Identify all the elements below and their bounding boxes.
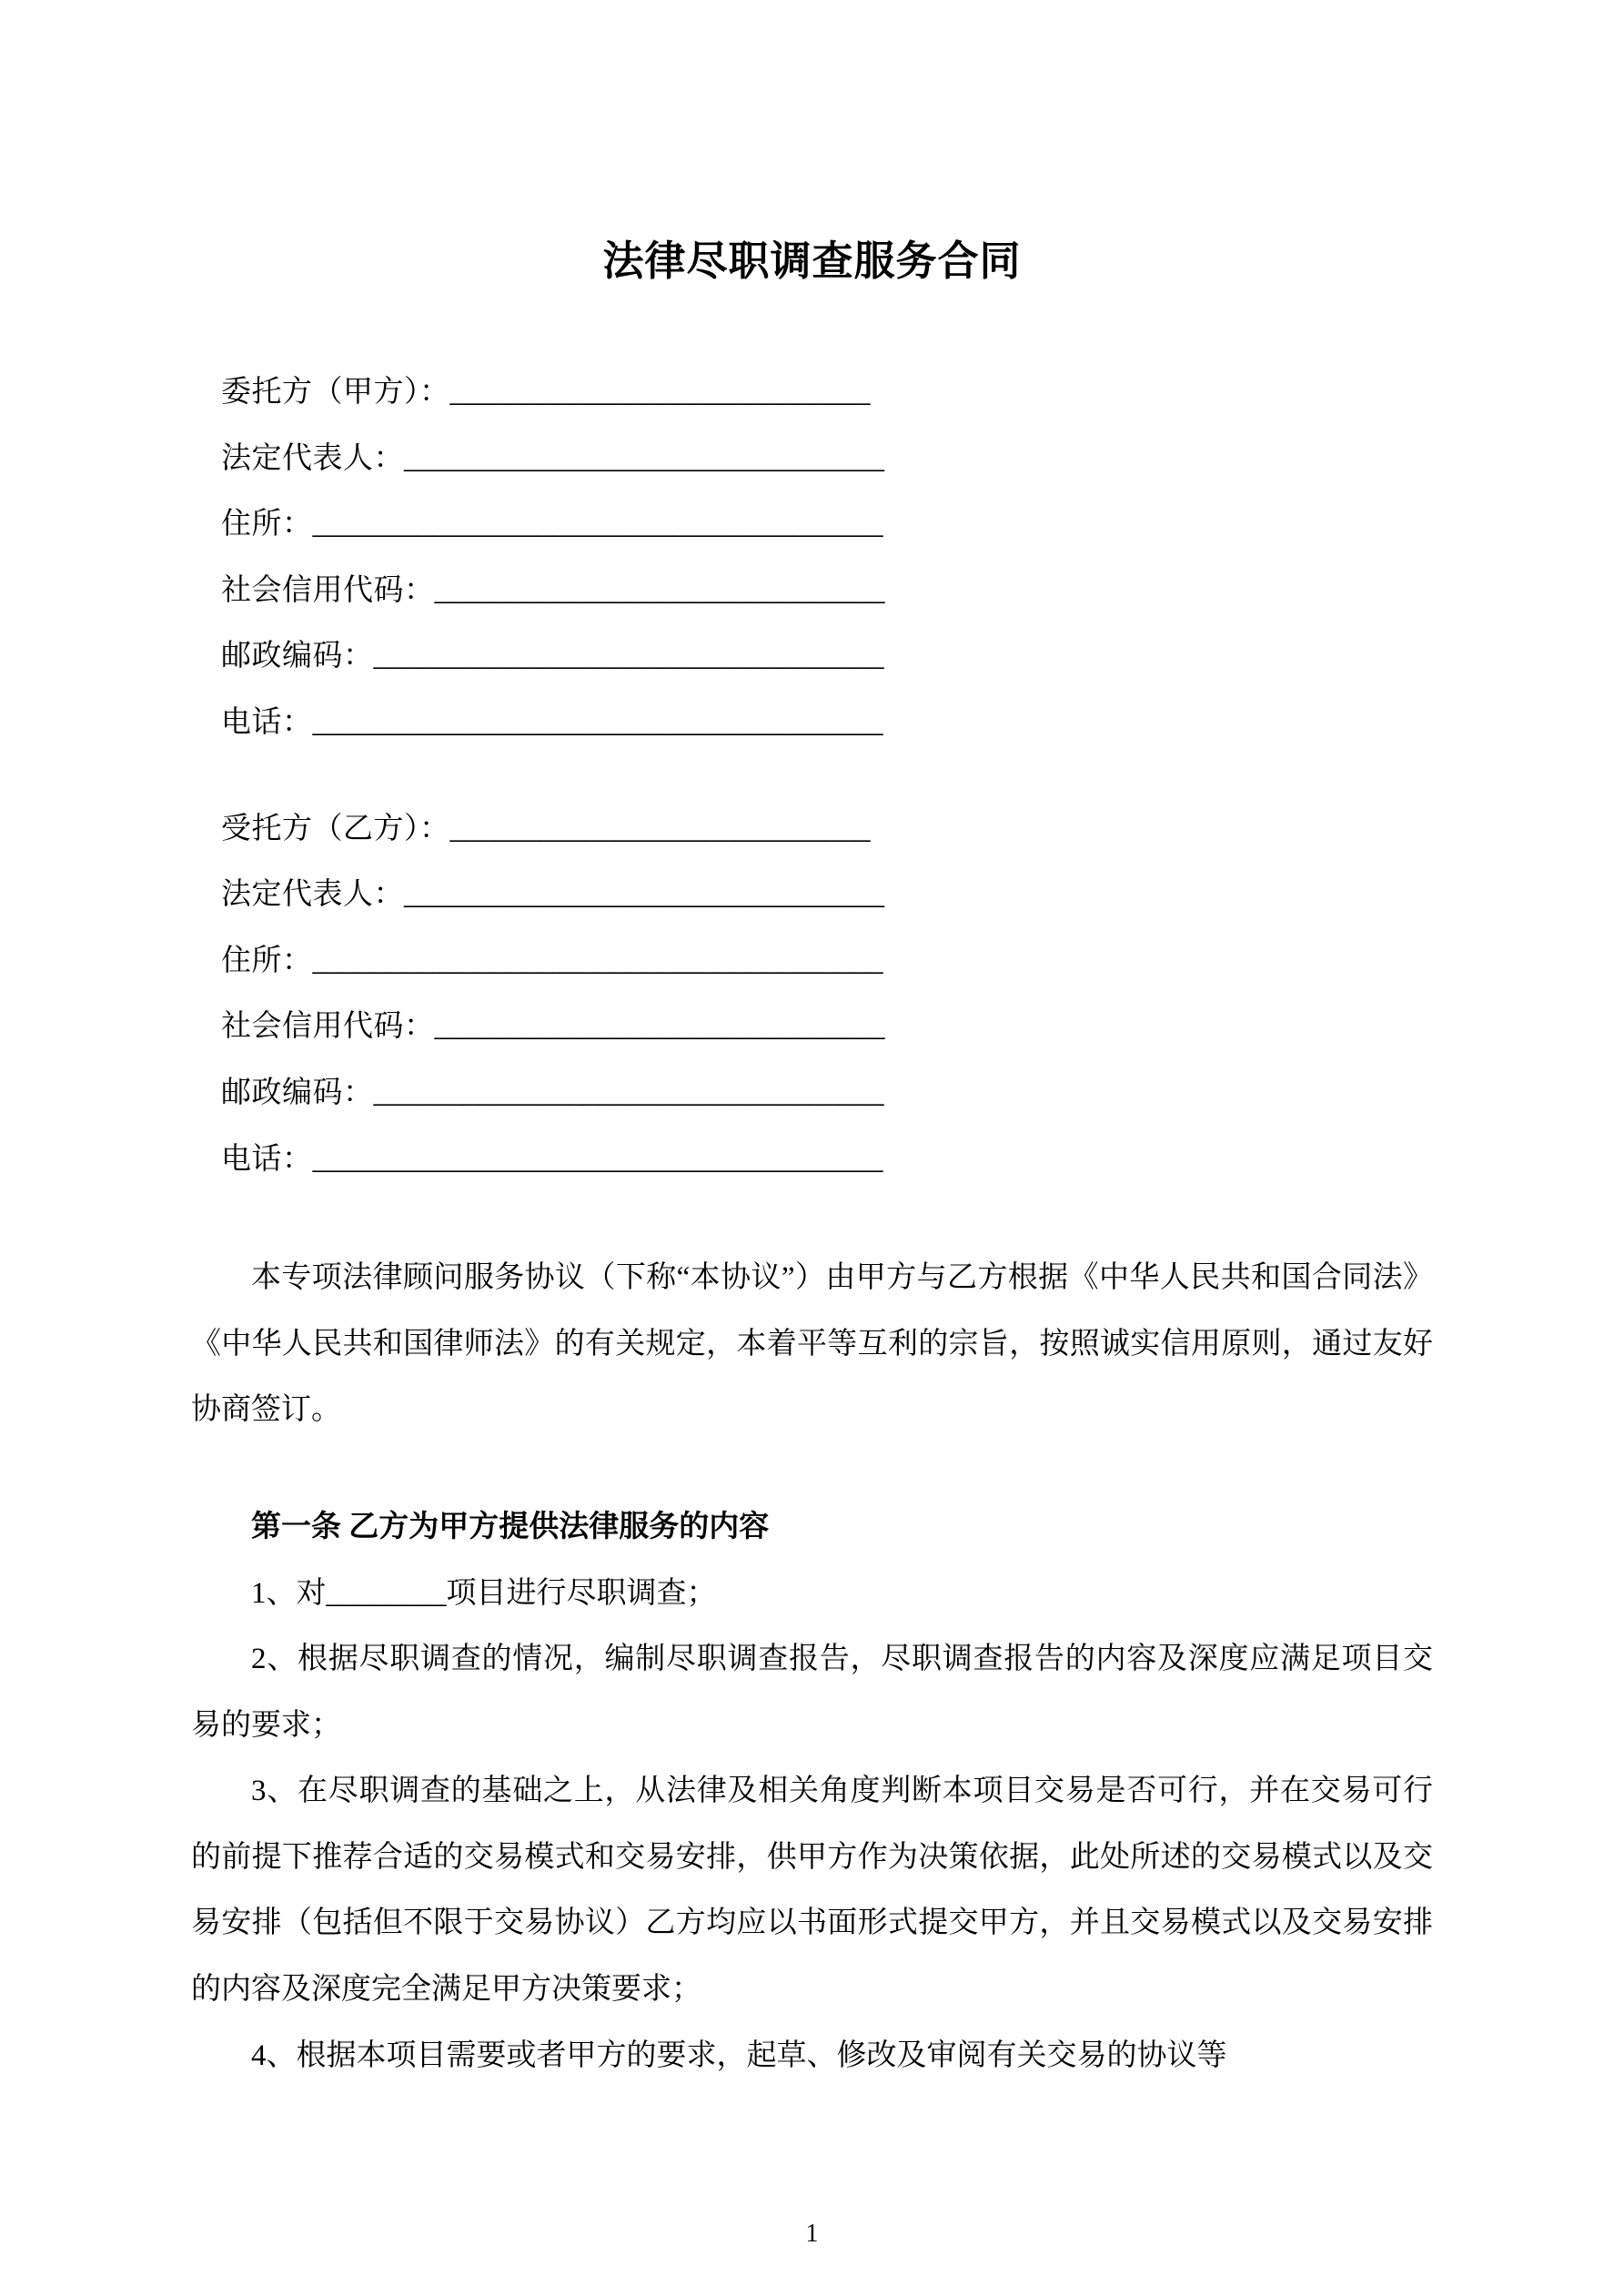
- field-label: 住所：: [221, 944, 313, 977]
- blank-line: ____________________________: [449, 812, 871, 845]
- field-row-party-a-credit-code: [191, 558, 1433, 624]
- section-1-item-1: 1、对________项目进行尽职调查；: [251, 1576, 717, 1610]
- field-label: 法定代表人：: [221, 441, 404, 475]
- field-label: 邮政编码：: [221, 1076, 374, 1109]
- field-row-party-b-legal-rep: [191, 862, 1433, 928]
- blank-line: ________________________________: [404, 878, 884, 912]
- blank-line: ______________________________________: [312, 944, 883, 977]
- party-b-block: [191, 796, 1433, 1193]
- section-1-item-2: 2、根据尽职调查的情况，编制尽职调查报告，尽职调查报告的内容及深度应满足项目交易的要求；: [191, 1643, 1433, 1742]
- blank-line: ______________________________________: [312, 508, 883, 541]
- field-label: 电话：: [221, 705, 313, 739]
- field-label: 社会信用代码：: [221, 1010, 435, 1044]
- section-1-heading: 第一条 乙方为甲方提供法律服务的内容: [251, 1510, 770, 1543]
- field-row-party-a-legal-rep: [191, 426, 1433, 492]
- page-number: 1: [805, 2220, 819, 2248]
- blank-line: __________________________________: [373, 1076, 884, 1109]
- field-row-party-a-postal-code: [191, 623, 1433, 690]
- field-label: 委托方（甲方）：: [221, 376, 450, 409]
- field-row-party-b-postal-code: [191, 1060, 1433, 1127]
- blank-line: ______________________________________: [312, 1142, 883, 1176]
- field-row-party-b-phone: [191, 1127, 1433, 1193]
- field-label: 受托方（乙方）：: [221, 812, 450, 845]
- party-a-block: [191, 359, 1433, 756]
- document-title: 法律尽职调查服务合同: [602, 238, 1022, 284]
- blank-line: __________________________________: [373, 640, 884, 673]
- field-label: 社会信用代码：: [221, 573, 435, 607]
- blank-line: ______________________________: [434, 1010, 885, 1044]
- blank-line: ____________________________: [449, 376, 871, 409]
- field-row-party-a-address: [191, 491, 1433, 558]
- blank-line: ________________________________: [404, 441, 884, 475]
- intro-paragraph: 本专项法律顾问服务协议（下称“本协议”）由甲方与乙方根据《中华人民共和国合同法》《中华人民共和国律师法》的有关规定，本着平等互利的宗旨，按照诚实信用原则，通过友好协商签订。: [191, 1261, 1433, 1427]
- field-row-party-a-name: [191, 359, 1433, 426]
- field-row-party-a-phone: [191, 690, 1433, 756]
- section-1-item-3: 3、在尽职调查的基础之上，从法律及相关角度判断本项目交易是否可行，并在交易可行的前提下推荐合适的交易模式和交易安排，供甲方作为决策依据，此处所述的交易模式以及交易安排（包括但不限于交易协议）乙方均应以书面形式提交甲方，并且交易模式以及交易安排的内容及深度完全满足甲方决策要求；: [191, 1775, 1433, 2007]
- field-label: 住所：: [221, 508, 313, 541]
- field-row-party-b-name: [191, 796, 1433, 863]
- field-label: 电话：: [221, 1142, 313, 1176]
- field-row-party-b-address: [191, 928, 1433, 995]
- field-row-party-b-credit-code: [191, 994, 1433, 1060]
- field-label: 法定代表人：: [221, 878, 404, 912]
- field-label: 邮政编码：: [221, 640, 374, 673]
- blank-line: ______________________________________: [312, 705, 883, 739]
- section-1-item-4: 4、根据本项目需要或者甲方的要求，起草、修改及审阅有关交易的协议等: [251, 2038, 1227, 2072]
- blank-line: ______________________________: [434, 573, 885, 607]
